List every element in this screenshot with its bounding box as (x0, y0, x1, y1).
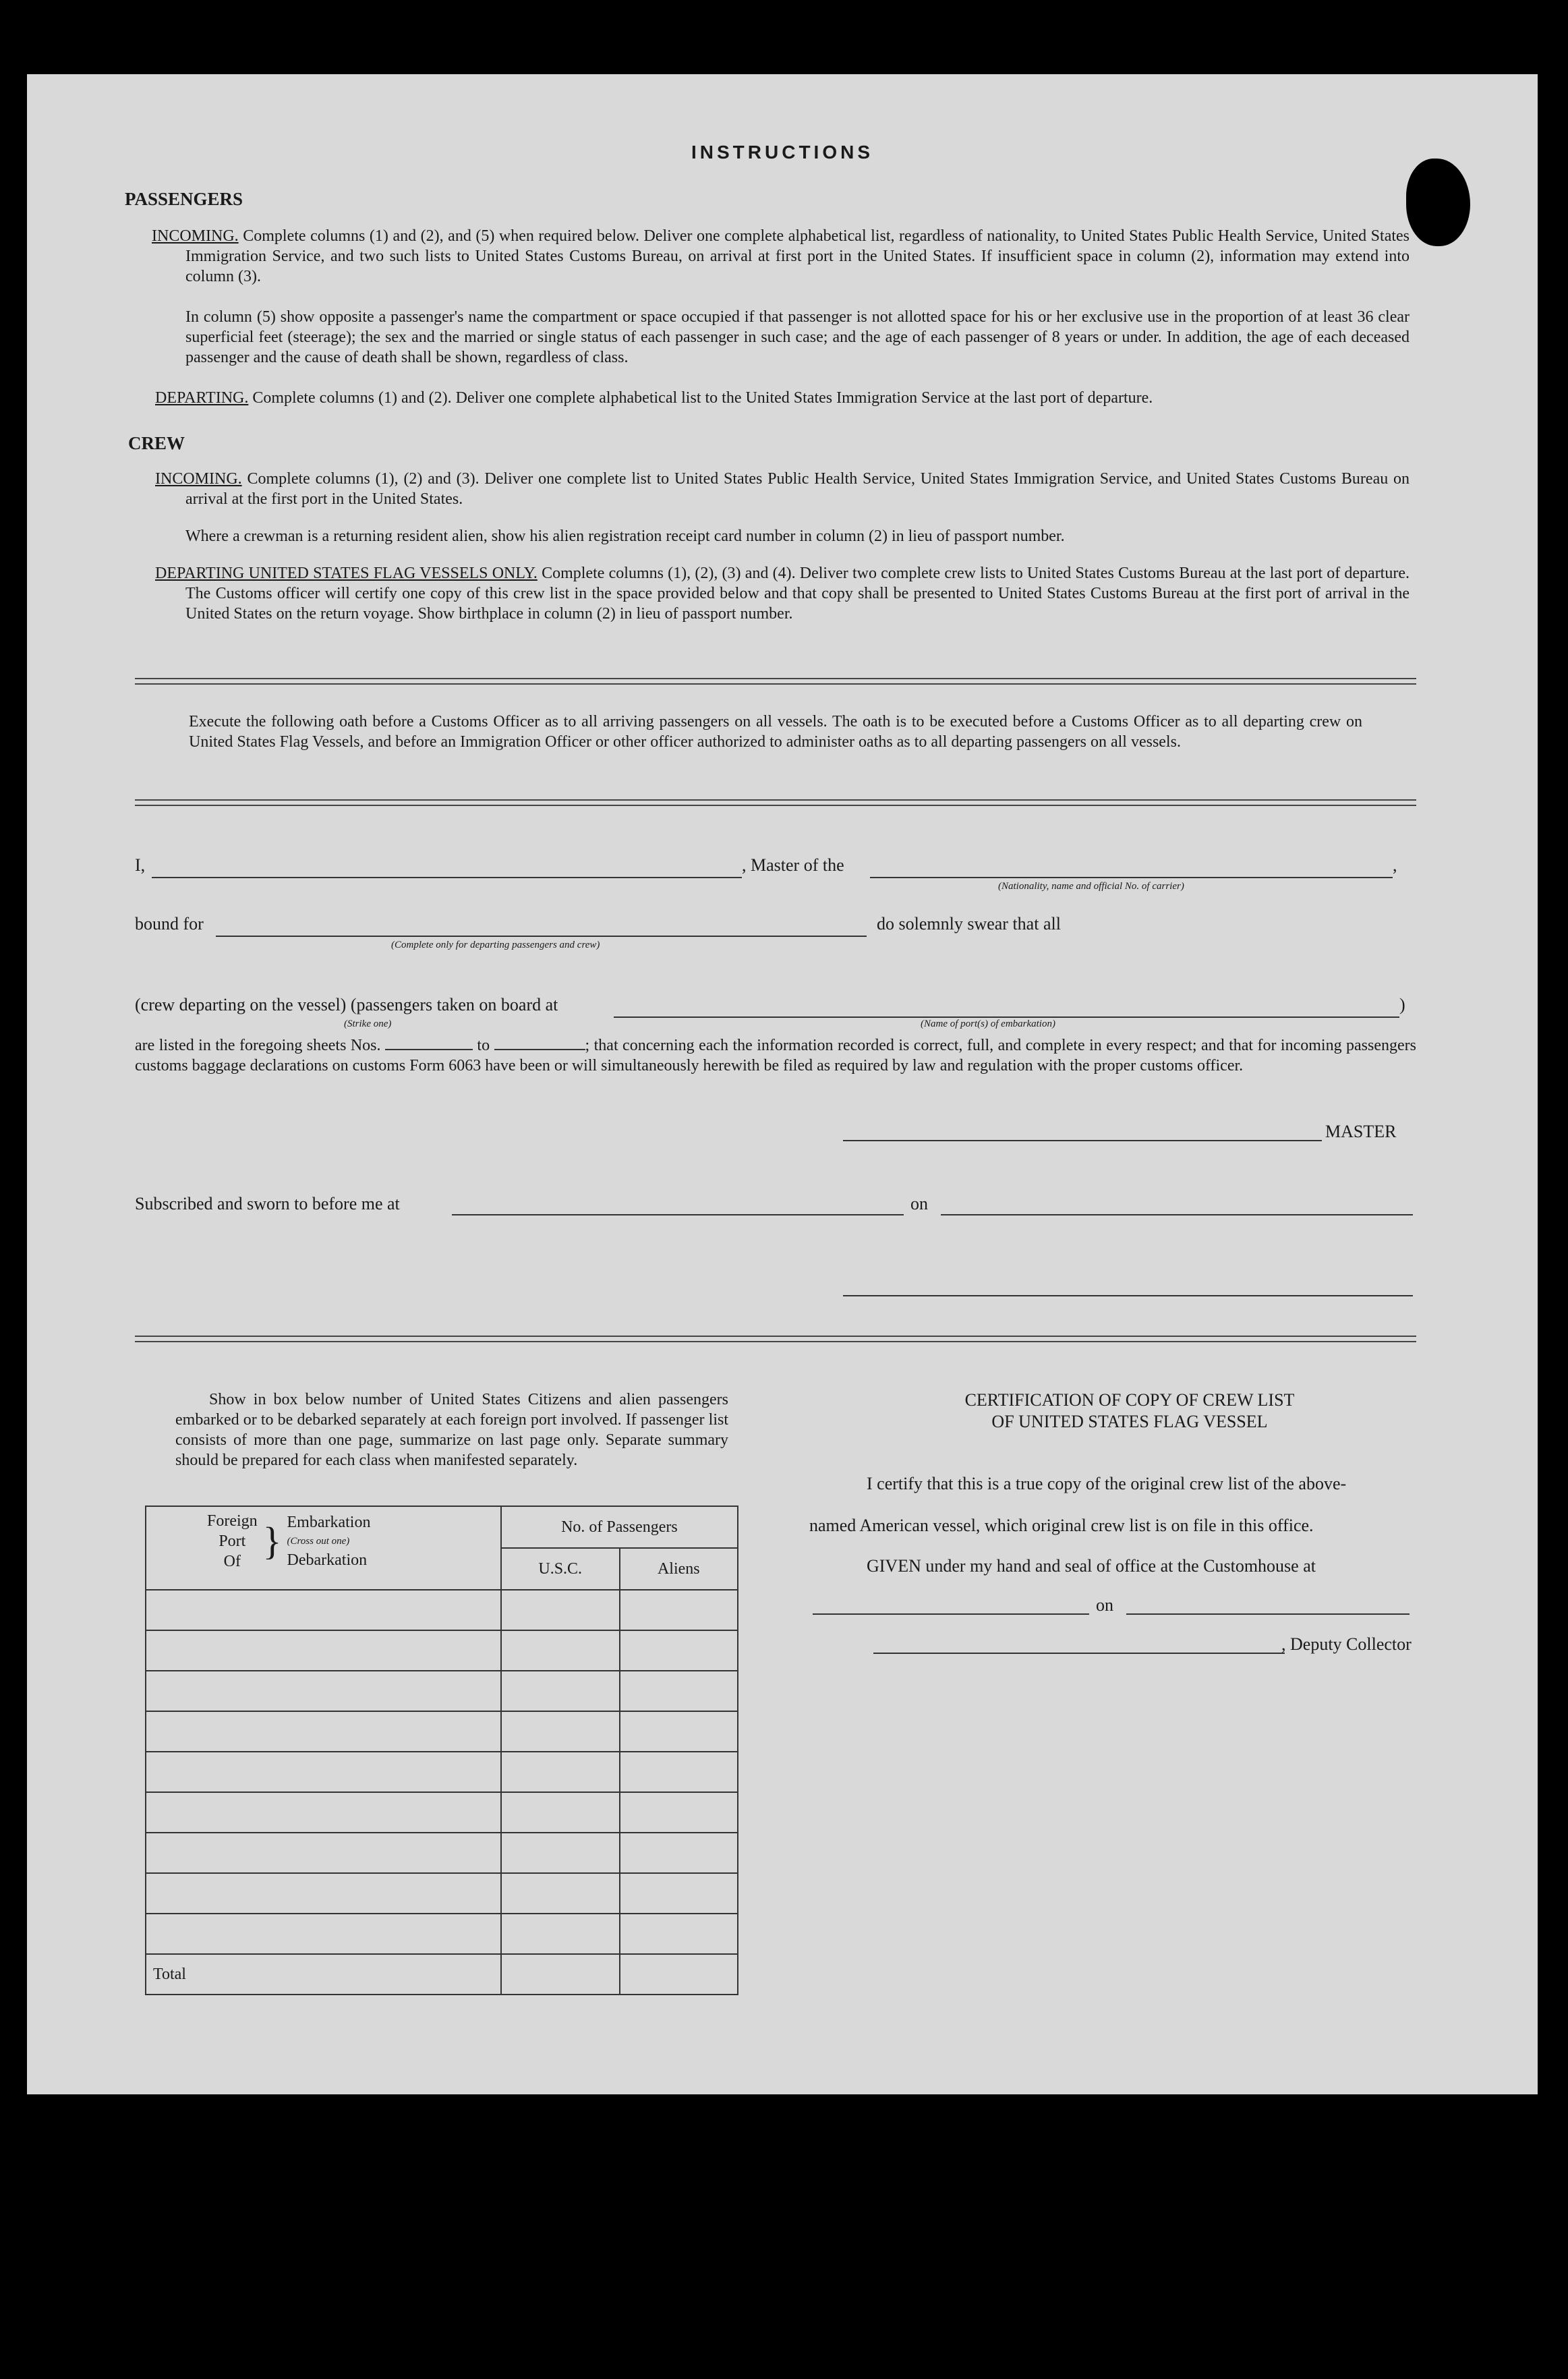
crew-departing-label: DEPARTING UNITED STATES FLAG VESSELS ONLY. (155, 565, 538, 582)
deputy-label: , Deputy Collector (1281, 1634, 1412, 1654)
swear-label: do solemnly swear that all (877, 914, 1061, 934)
master-label: MASTER (1325, 1122, 1397, 1141)
crew-heading: CREW (128, 433, 185, 453)
col-aliens: Aliens (620, 1548, 738, 1590)
embarkation-port-field[interactable] (614, 1016, 1399, 1018)
close-paren: ) (1399, 995, 1405, 1014)
master-signature-line[interactable] (843, 1140, 1322, 1141)
table-row (146, 1590, 738, 1630)
document-page (27, 74, 1538, 2094)
crew-resident-text: Where a crewman is a returning resident alien, show his alien registration receipt card number in column (2) in lieu of passport number. (185, 527, 1065, 545)
ink-stain (1406, 159, 1470, 246)
total-label: Total (146, 1954, 501, 1995)
table-row (146, 1833, 738, 1873)
bound-caption: (Complete only for departing passengers and crew) (391, 940, 600, 950)
passengers-incoming-label: INCOMING. (152, 227, 239, 245)
carrier-field[interactable] (870, 877, 1393, 878)
comma-mark: , (1393, 855, 1397, 875)
certification-heading-1: CERTIFICATION OF COPY OF CREW LIST (964, 1390, 1295, 1410)
col-foreign: Foreign (207, 1512, 258, 1530)
table-row (146, 1630, 738, 1671)
bound-for-field[interactable] (216, 936, 867, 937)
col-cross-out: (Cross out one) (287, 1536, 350, 1547)
passengers-departing-label: DEPARTING. (155, 389, 249, 407)
table-row (146, 1873, 738, 1914)
summary-instructions: Show in box below number of United States Citizens and alien passengers embarked or to be debarked separately at each foreign port involved. If passenger list consists of more than one page, summarize on last page only. Separate summary should be prepared for each class when manifested separately. (175, 1391, 728, 1469)
divider-rule (135, 1336, 1416, 1342)
port-header-cell (146, 1506, 501, 1590)
strike-caption: (Strike one) (344, 1019, 392, 1029)
certify-text-2: named American vessel, which original crew list is on file in this office. (809, 1516, 1314, 1535)
master-of-label: , Master of the (742, 855, 844, 875)
crew-departing (155, 563, 1410, 624)
crew-incoming-label: INCOMING. (155, 470, 242, 488)
listed-text: ; that concerning each the information recorded is correct, full, and complete in every respect; and that for incoming passengers customs baggage declarations on customs Form 6063 have been or will simultaneously herewith be filed as required by law and regulation with the proper customs officer. (135, 1037, 1416, 1074)
given-text: GIVEN under my hand and seal of office at the Customhouse at (867, 1556, 1316, 1576)
table-row (146, 1914, 738, 1954)
sworn-on-label: on (910, 1194, 928, 1213)
col-usc: U.S.C. (501, 1548, 620, 1590)
passengers-column5-text: In column (5) show opposite a passenger's name the compartment or space occupied if that passenger is not allotted space for his or her exclusive use in the proportion of at least 36 clear superficial feet (steerage); the sex and the married or single status of each passenger in such case; and the age of each passenger of 8 years or under. In addition, the age of each deceased passenger and the cause of death shall be shown, regardless of class. (185, 308, 1410, 366)
col-debarkation: Debarkation (287, 1551, 368, 1569)
sheet-from-field[interactable] (385, 1035, 473, 1050)
certification-heading-2: OF UNITED STATES FLAG VESSEL (991, 1412, 1268, 1431)
certify-text-1: I certify that this is a true copy of the original crew list of the above- (867, 1474, 1347, 1493)
col-of: Of (223, 1553, 241, 1570)
sworn-date-field[interactable] (941, 1214, 1413, 1215)
port-caption: (Name of port(s) of embarkation) (921, 1019, 1055, 1029)
table-row (146, 1752, 738, 1792)
to-label: to (477, 1037, 490, 1054)
cert-date-field[interactable] (1126, 1613, 1410, 1615)
officer-signature-line[interactable] (843, 1295, 1413, 1296)
col-embarkation: Embarkation (287, 1514, 371, 1531)
cert-on-label: on (1096, 1595, 1113, 1615)
crew-passengers-label: (crew departing on the vessel) (passengers taken on board at (135, 995, 558, 1014)
bound-for-label: bound for (135, 914, 204, 934)
certification-heading (809, 1389, 1450, 1433)
oath-instruction: Execute the following oath before a Customs Officer as to all arriving passengers on all vessels. The oath is to be executed before a Customs Officer as to all departing crew on United States Flag Vessels, and before an Immigration Officer or other officer authorized to administer oaths as to all departing passengers on all vessels. (189, 713, 1362, 751)
crew-incoming-text: Complete columns (1), (2) and (3). Deliver one complete list to United States Public Health Service, United States Immigration Service, and United States Customs Bureau on arrival at the first port in the United States. (185, 470, 1410, 508)
divider-rule (135, 799, 1416, 806)
table-row (146, 1671, 738, 1711)
deputy-signature-line[interactable] (873, 1653, 1285, 1654)
customhouse-field[interactable] (813, 1613, 1089, 1615)
carrier-caption: (Nationality, name and official No. of carrier) (998, 881, 1184, 892)
oath-i-label: I, (135, 855, 146, 875)
brace-glyph: } (262, 1519, 282, 1563)
passengers-incoming (152, 226, 1410, 287)
col-passengers: No. of Passengers (501, 1506, 738, 1548)
sworn-place-field[interactable] (452, 1214, 904, 1215)
divider-rule (135, 678, 1416, 685)
master-name-field[interactable] (152, 877, 742, 878)
passengers-incoming-text: Complete columns (1) and (2), and (5) when required below. Deliver one complete alphabetical list, regardless of nationality, to United States Public Health Service, United States Immigration Service, and two such lists to United States Customs Bureau, on arrival at first port in the United States. If insufficient space in column (2), information may extend into column (3). (185, 227, 1410, 285)
passenger-summary-table (145, 1506, 738, 1995)
listed-label: are listed in the foregoing sheets Nos. (135, 1037, 381, 1054)
listed-paragraph (135, 1035, 1416, 1076)
subscribed-label: Subscribed and sworn to before me at (135, 1194, 400, 1213)
sheet-to-field[interactable] (494, 1035, 585, 1050)
crew-departing-text: Complete columns (1), (2), (3) and (4). Deliver two complete crew lists to United States Customs Bureau at the last port of departure. The Customs officer will certify one copy of this crew list in the space provided below and that copy shall be presented to United States Customs Bureau at the first port of arrival in the United States on the return voyage. Show birthplace in column (2) in lieu of passport number. (185, 565, 1410, 623)
passengers-departing-text: Complete columns (1) and (2). Deliver one complete alphabetical list to the United States Immigration Service at the last port of departure. (252, 389, 1153, 407)
passengers-departing (155, 388, 1410, 408)
passengers-heading: PASSENGERS (125, 189, 243, 209)
col-port: Port (219, 1532, 246, 1550)
table-row (146, 1792, 738, 1833)
page-title: INSTRUCTIONS (691, 142, 873, 163)
crew-incoming (155, 469, 1410, 509)
table-row (146, 1711, 738, 1752)
total-row (146, 1954, 738, 1995)
